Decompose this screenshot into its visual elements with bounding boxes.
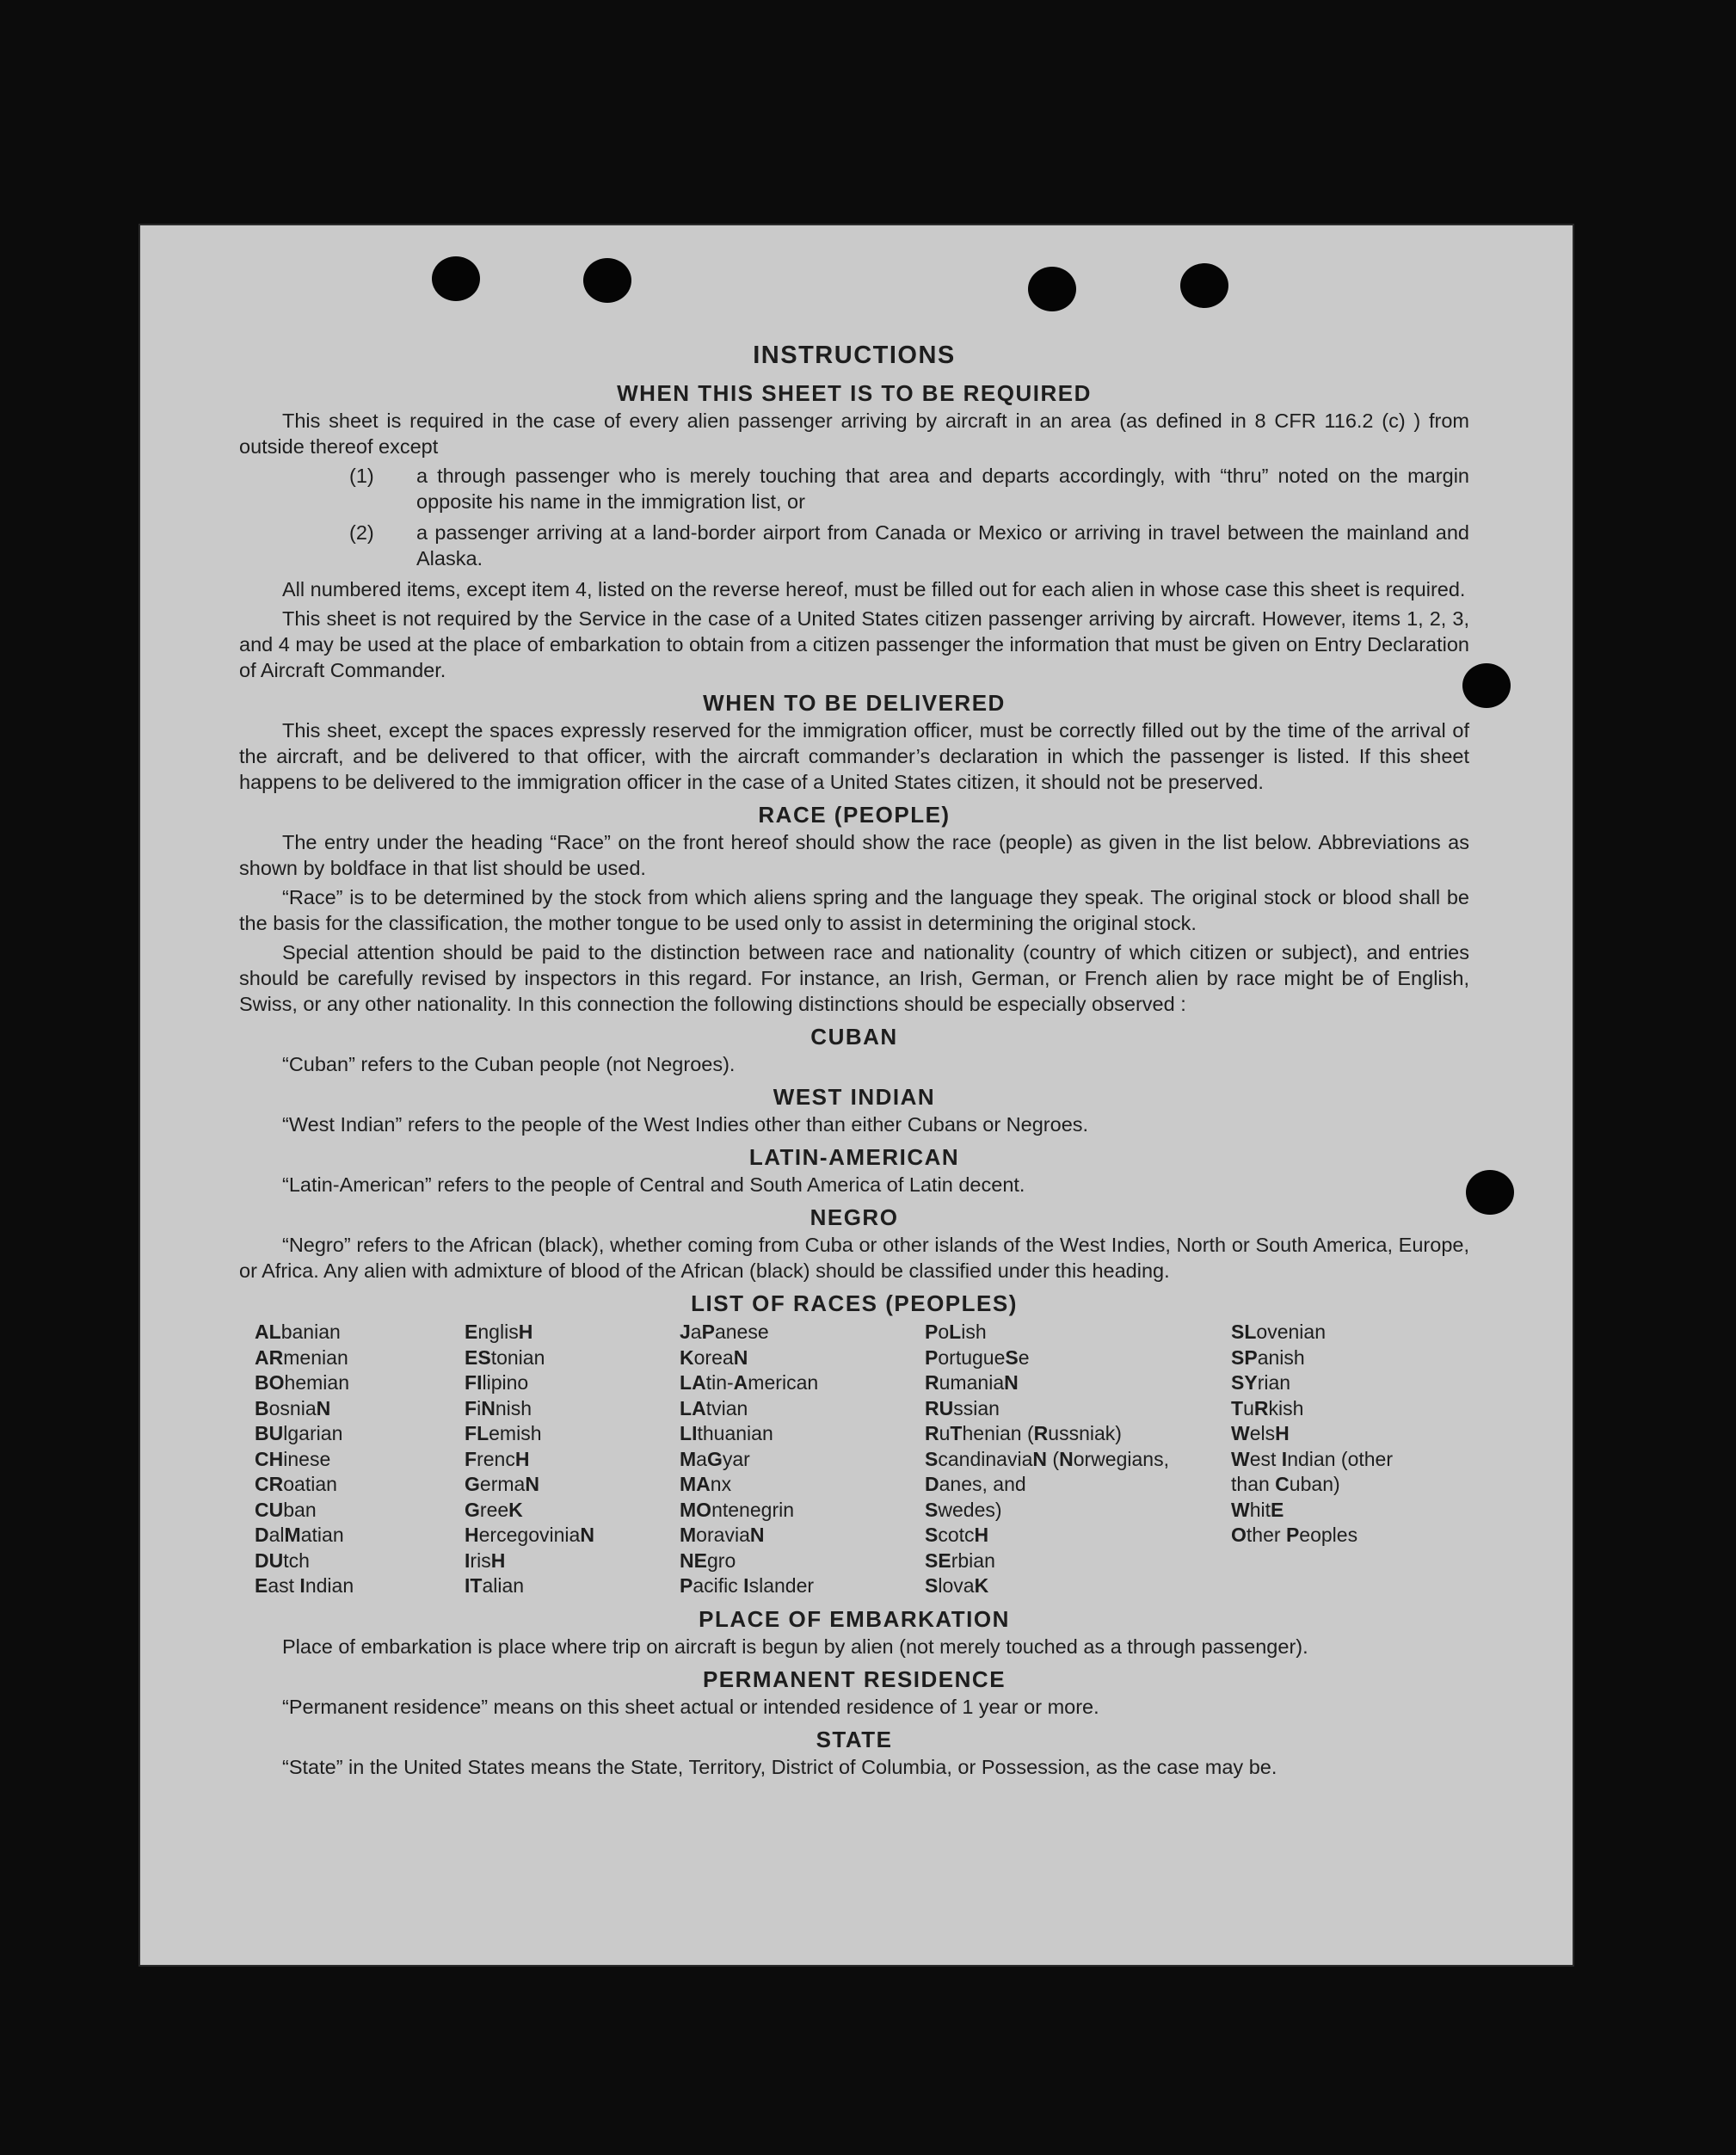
race-paragraph-1: The entry under the heading “Race” on the front hereof should show the race (people) as given in the list below. Abbreviations as shown by boldface in that list should be used. xyxy=(239,831,1469,879)
race-entry: PortugueSe xyxy=(925,1345,1030,1369)
heading-when-required: WHEN THIS SHEET IS TO BE REQUIRED xyxy=(617,380,1092,406)
punch-hole xyxy=(432,256,480,301)
race-entry: BosniaN xyxy=(255,1396,331,1419)
race-entry: FLemish xyxy=(465,1422,542,1444)
instructions-body xyxy=(239,342,1469,1783)
race-entry: SPanish xyxy=(1231,1345,1305,1369)
race-entry: RUssian xyxy=(925,1396,1000,1419)
heading-west-indian: WEST INDIAN xyxy=(773,1084,936,1110)
place-of-embarkation-text: Place of embarkation is place where trip on aircraft is begun by alien (not merely touched as a through passenger). xyxy=(282,1635,1308,1658)
race-entry: SYrian xyxy=(1231,1371,1291,1394)
item-text: a through passenger who is merely touching that area and departs accordingly, with “thru” noted on the margin opposite his name in the immigration list, or xyxy=(416,465,1469,513)
exception-item xyxy=(239,520,1469,571)
race-entry: DalMatian xyxy=(255,1524,344,1546)
race-entry: HercegoviniaN xyxy=(465,1524,594,1546)
race-entry: Pacific Islander xyxy=(680,1574,815,1597)
race-entry: RuThenian (Russniak) xyxy=(925,1422,1122,1444)
page-title: INSTRUCTIONS xyxy=(753,342,956,369)
race-entry: SLovenian xyxy=(1231,1321,1327,1343)
race-entry: Other Peoples xyxy=(1231,1524,1358,1546)
race-entry: PoLish xyxy=(925,1321,987,1343)
negro-text: “Negro” refers to the African (black), whether coming from Cuba or other islands of the West Indies, North or South America, Europe, or Africa. Any alien with admixture of blood of the African (black) should be classified under this heading. xyxy=(239,1234,1469,1282)
race-entry: BOhemian xyxy=(255,1371,349,1394)
race-entry: GreeK xyxy=(465,1498,523,1521)
heading-negro: NEGRO xyxy=(810,1204,899,1230)
race-entry: FiNnish xyxy=(465,1396,532,1419)
punch-hole xyxy=(1466,1170,1514,1215)
heading-latin-american: LATIN-AMERICAN xyxy=(748,1144,960,1170)
punch-hole xyxy=(1028,267,1076,311)
race-entry: MaGyar xyxy=(680,1447,750,1470)
punch-hole xyxy=(1462,663,1511,708)
heading-race: RACE (PEOPLE) xyxy=(758,802,951,828)
race-entry: East Indian xyxy=(255,1574,354,1597)
race-entry: DUtch xyxy=(255,1549,310,1572)
race-entry: Swedes) xyxy=(925,1498,1002,1521)
race-entry: LAtin-American xyxy=(680,1371,819,1394)
race-entry: FIlipino xyxy=(465,1371,529,1394)
race-entry: FrencH xyxy=(465,1447,530,1470)
race-entry: WelsH xyxy=(1231,1422,1290,1444)
race-paragraph-3: Special attention should be paid to the distinction between race and nationality (country of which citizen or subject), and entries should be carefully revised by inspectors in this regard. For instance, an Irish, German, or French alien by race might be of English, Swiss, or any other nationality. In this connection the following distinctions should be especially observed : xyxy=(239,941,1469,1015)
heading-cuban: CUBAN xyxy=(810,1024,898,1050)
heading-list-of-races: LIST OF RACES (PEOPLES) xyxy=(691,1290,1018,1316)
when-required-intro: This sheet is required in the case of every alien passenger arriving by aircraft in an area (as defined in 8 CFR 116.2 (c) ) from outside thereof except xyxy=(239,409,1469,458)
punch-hole xyxy=(583,258,631,303)
race-entry: SErbian xyxy=(925,1549,995,1572)
race-entry: SlovaK xyxy=(925,1574,989,1597)
race-entry: CRoatian xyxy=(255,1473,337,1495)
race-entry: JaPanese xyxy=(680,1321,769,1343)
item-number: (1) xyxy=(349,465,374,487)
race-entry: CHinese xyxy=(255,1447,331,1470)
heading-when-delivered: WHEN TO BE DELIVERED xyxy=(703,690,1006,716)
race-entry: KoreaN xyxy=(680,1345,748,1369)
races-column-2 xyxy=(465,1320,680,1599)
races-column-1 xyxy=(255,1320,465,1599)
races-column-4 xyxy=(925,1320,1231,1599)
race-entry: LIthuanian xyxy=(680,1422,773,1444)
race-entry: MOntenegrin xyxy=(680,1498,795,1521)
race-entry: WhitE xyxy=(1231,1498,1284,1521)
race-entry: RumaniaN xyxy=(925,1371,1019,1394)
race-entry: ITalian xyxy=(465,1574,525,1597)
race-entry: MAnx xyxy=(680,1473,732,1495)
latin-american-text: “Latin-American” refers to the people of Central and South America of Latin decent. xyxy=(282,1173,1025,1196)
race-entry: ScandinaviaN (Norwegians, xyxy=(925,1447,1169,1470)
citizen-paragraph: This sheet is not required by the Service in the case of a United States citizen passenger arriving by aircraft. However, items 1, 2, 3, and 4 may be used at the place of embarkation to obtain from a citizen passenger the information that must be given on Entry Declaration of Aircraft Commander. xyxy=(239,607,1469,681)
numbered-items-paragraph: All numbered items, except item 4, listed on the reverse hereof, must be filled out for each alien in whose case this sheet is required. xyxy=(282,578,1466,600)
race-entry: CUban xyxy=(255,1498,317,1521)
heading-permanent-residence: PERMANENT RESIDENCE xyxy=(702,1666,1007,1692)
race-entry: BUlgarian xyxy=(255,1422,343,1444)
when-delivered-text: This sheet, except the spaces expressly reserved for the immigration officer, must be correctly filled out by the time of the arrival of the aircraft, and be delivered to that officer, with the aircraft commander’s declaration in which the passenger is listed. If this sheet happens to be delivered to the immigration officer in the case of a United States citizen, it should not be preserved. xyxy=(239,719,1469,793)
heading-place-of-embarkation: PLACE OF EMBARKATION xyxy=(699,1605,1010,1632)
item-text: a passenger arriving at a land-border airport from Canada or Mexico or arriving in travel between the mainland and Alaska. xyxy=(416,521,1469,570)
race-entry: TuRkish xyxy=(1231,1396,1304,1419)
race-entry: ScotcH xyxy=(925,1524,989,1546)
state-text: “State” in the United States means the State, Territory, District of Columbia, or Possession, as the case may be. xyxy=(282,1755,1277,1778)
races-list xyxy=(255,1320,1469,1599)
west-indian-text: “West Indian” refers to the people of the West Indies other than either Cubans or Negroes. xyxy=(282,1113,1089,1136)
race-entry: ALbanian xyxy=(255,1321,341,1343)
race-entry: GermaN xyxy=(465,1473,539,1495)
race-entry: EStonian xyxy=(465,1345,545,1369)
race-entry: LAtvian xyxy=(680,1396,748,1419)
heading-state: STATE xyxy=(816,1726,893,1752)
races-column-3 xyxy=(680,1320,925,1599)
exception-item xyxy=(239,463,1469,514)
permanent-residence-text: “Permanent residence” means on this sheet actual or intended residence of 1 year or more. xyxy=(282,1695,1099,1718)
race-entry: NEgro xyxy=(680,1549,736,1572)
race-paragraph-2: “Race” is to be determined by the stock from which aliens spring and the language they speak. The original stock or blood shall be the basis for the classification, the mother tongue to be used only to assist in determining the original stock. xyxy=(239,886,1469,934)
punch-hole xyxy=(1180,263,1228,308)
item-number: (2) xyxy=(349,521,374,544)
races-column-5 xyxy=(1231,1320,1463,1599)
cuban-text: “Cuban” refers to the Cuban people (not Negroes). xyxy=(282,1053,736,1075)
race-entry: Danes, and xyxy=(925,1473,1026,1495)
race-entry: ARmenian xyxy=(255,1345,348,1369)
race-entry: MoraviaN xyxy=(680,1524,765,1546)
race-entry: IrisH xyxy=(465,1549,506,1572)
race-entry: than Cuban) xyxy=(1231,1473,1340,1495)
race-entry: West Indian (other xyxy=(1231,1447,1394,1470)
race-entry: EnglisH xyxy=(465,1321,533,1343)
